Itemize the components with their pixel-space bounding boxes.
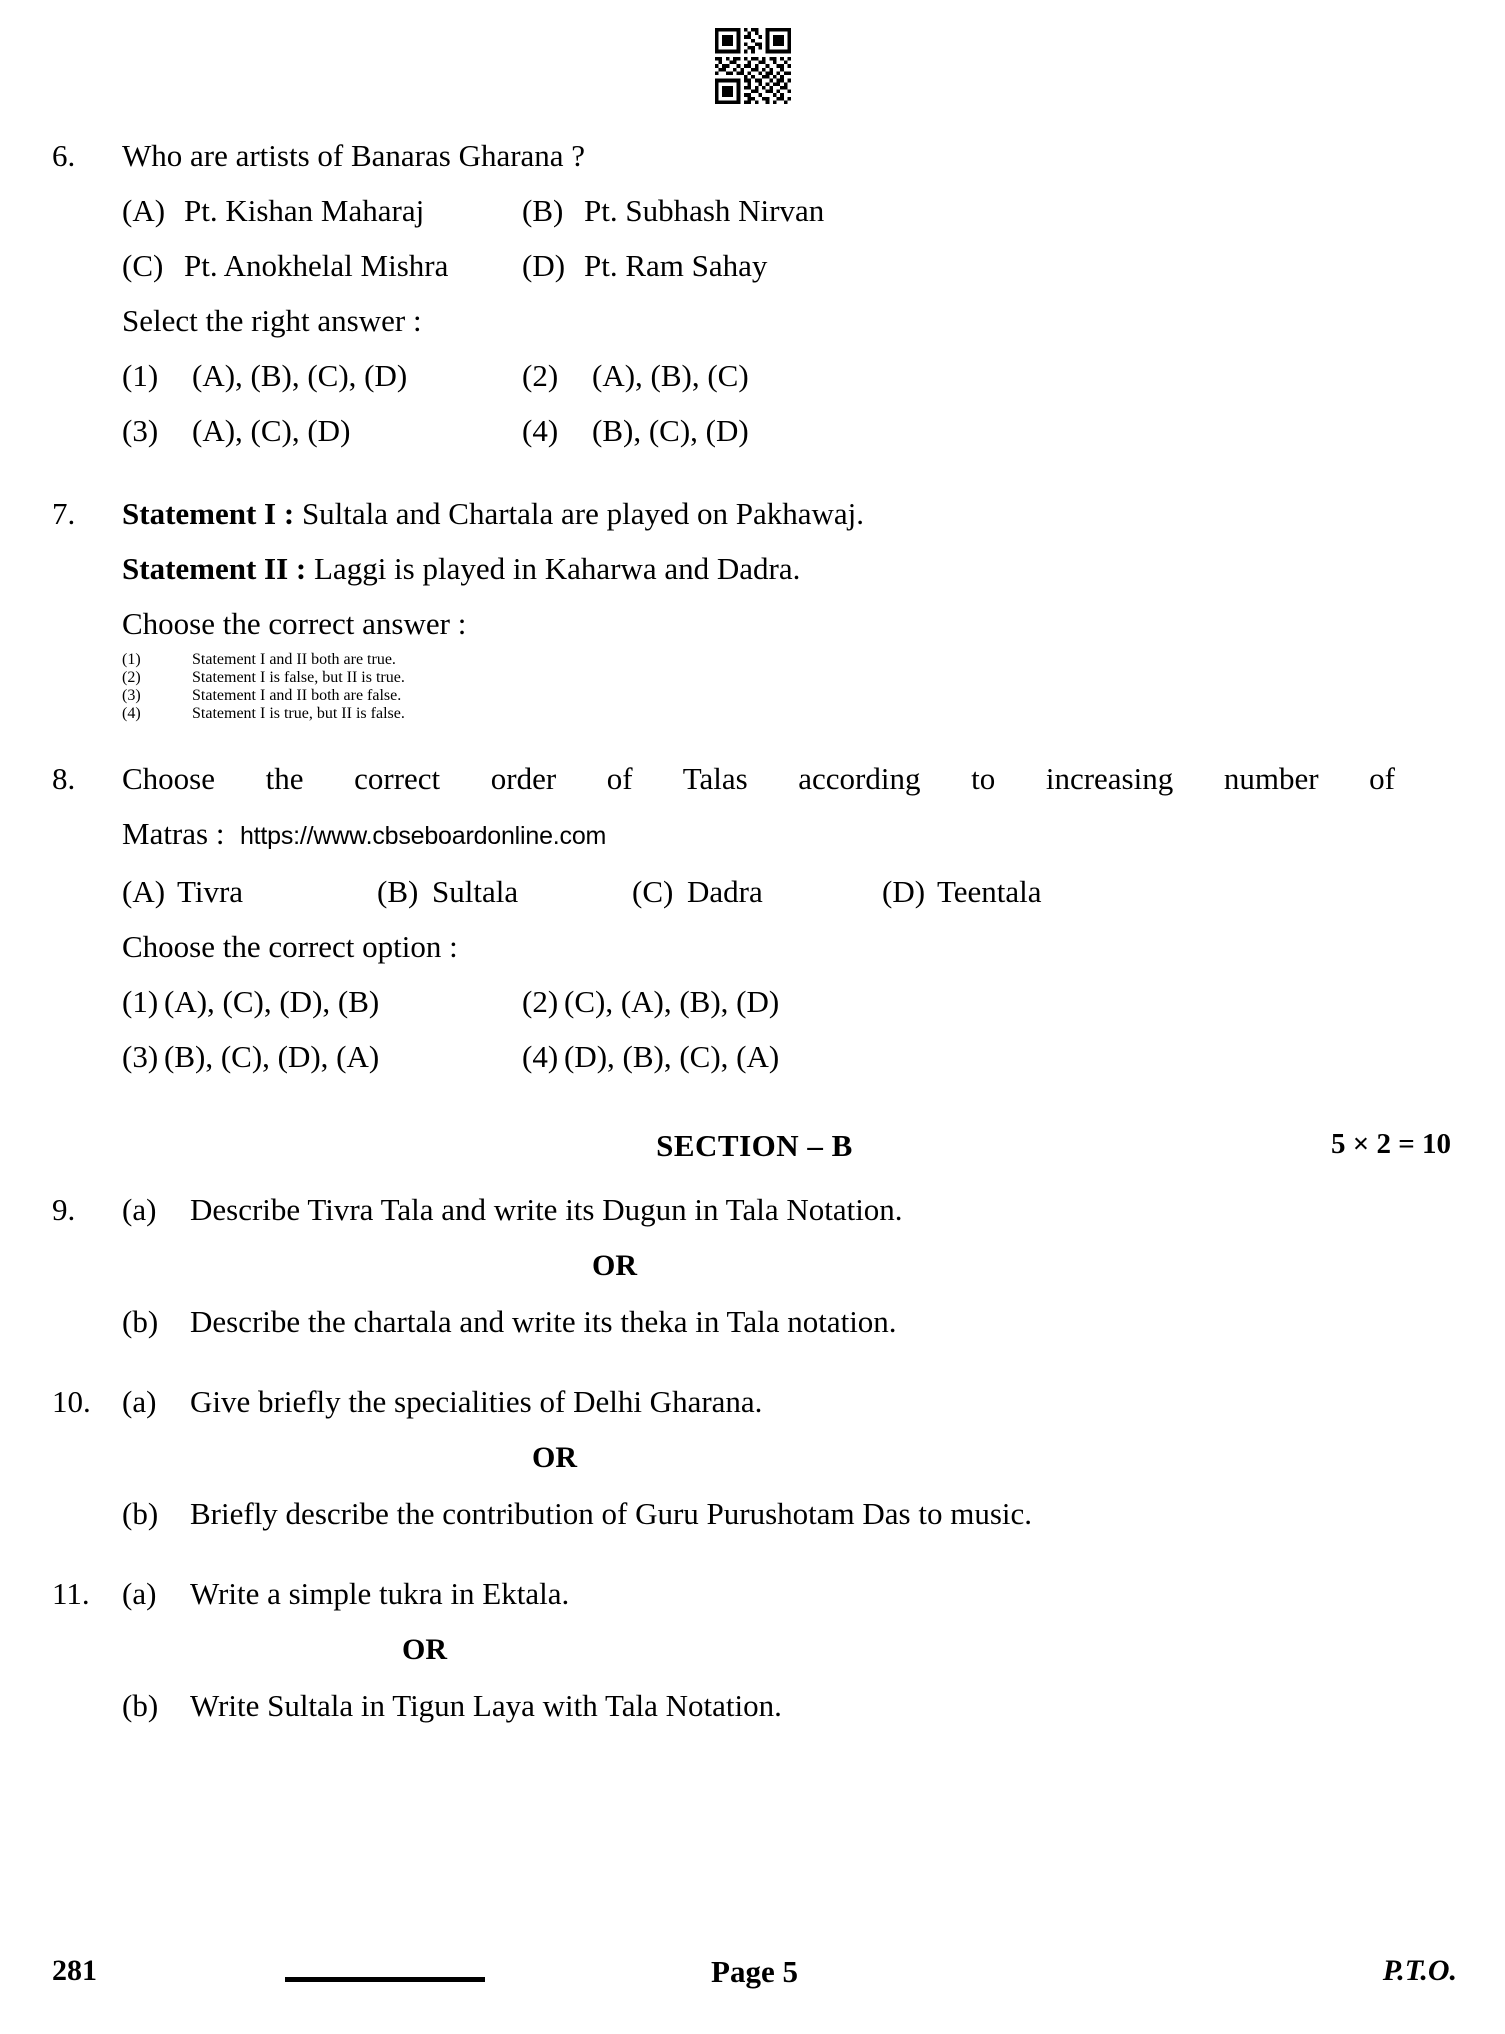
answer-text: (B), (C), (D) <box>592 413 749 448</box>
question-6-options <box>122 183 1457 458</box>
page-content <box>52 128 1457 1734</box>
question-6-option-a[interactable] <box>122 183 522 238</box>
question-8-answer-2[interactable] <box>522 974 1457 1029</box>
option-text: Pt. Kishan Maharaj <box>184 193 425 228</box>
option-tag: (B) <box>522 193 564 228</box>
question-6-option-b[interactable] <box>522 183 1457 238</box>
question-6-option-d[interactable] <box>522 238 1457 293</box>
question-7-statement-1 <box>122 486 1457 541</box>
option-text: Pt. Subhash Nirvan <box>584 193 825 228</box>
question-7 <box>52 486 1457 723</box>
answer-tag: (4) <box>122 705 141 722</box>
option-tag: (A) <box>122 874 166 909</box>
option-text: Teentala <box>937 874 1042 909</box>
question-8-number: 8. <box>52 761 76 796</box>
question-7-statement-2 <box>122 541 1457 596</box>
answer-text: (D), (B), (C), (A) <box>564 1039 780 1074</box>
page-footer <box>52 1954 1457 2000</box>
qr-code-icon <box>715 28 791 104</box>
option-tag: (C) <box>122 248 164 283</box>
question-6-answer-3[interactable] <box>122 403 522 458</box>
paper-code: 281 <box>52 1954 97 1987</box>
question-9-number: 9. <box>52 1192 76 1227</box>
part-tag: (a) <box>122 1192 157 1227</box>
answer-tag: (3) <box>122 1039 159 1074</box>
question-8-answer-row-1 <box>122 974 1457 1029</box>
part-tag: (b) <box>122 1688 159 1723</box>
answer-tag: (2) <box>522 358 559 393</box>
question-6-answer-4[interactable] <box>522 403 1457 458</box>
answer-tag: (1) <box>122 358 159 393</box>
option-text: Tivra <box>177 874 244 909</box>
option-tag: (D) <box>882 874 926 909</box>
question-8-option-c[interactable] <box>632 864 882 919</box>
question-11 <box>52 1566 1457 1734</box>
question-8-option-a[interactable] <box>122 864 377 919</box>
question-6-answer-row-1 <box>122 348 1457 403</box>
question-7-answer-1[interactable] <box>122 651 1457 669</box>
question-6 <box>52 128 1457 458</box>
option-text: Pt. Anokhelal Mishra <box>184 248 449 283</box>
answer-text: Statement I is false, but II is true. <box>192 669 405 686</box>
answer-text: (A), (C), (D) <box>192 413 351 448</box>
option-tag: (C) <box>632 874 674 909</box>
answer-text: (B), (C), (D), (A) <box>164 1039 380 1074</box>
part-tag: (a) <box>122 1576 157 1611</box>
question-7-instruction: Choose the correct answer : <box>122 606 467 641</box>
question-9-part-a-text: Describe Tivra Tala and write its Dugun in Tala Notation. <box>190 1192 903 1227</box>
statement-2-label: Statement II : <box>122 551 307 586</box>
part-tag: (b) <box>122 1304 159 1339</box>
question-8-body <box>122 806 1457 1084</box>
question-10-part-a-text: Give briefly the specialities of Delhi Gharana. <box>190 1384 763 1419</box>
option-text: Pt. Ram Sahay <box>584 248 768 283</box>
question-10-number: 10. <box>52 1384 91 1419</box>
option-tag: (A) <box>122 193 166 228</box>
qr-code-container <box>0 28 1505 104</box>
option-tag: (B) <box>377 874 419 909</box>
answer-text: (A), (C), (D), (B) <box>164 984 380 1019</box>
part-tag: (b) <box>122 1496 159 1531</box>
watermark-url: https://www.cbseboardonline.com <box>239 822 607 850</box>
question-6-stem-row <box>52 128 1457 183</box>
question-8-option-b[interactable] <box>377 864 632 919</box>
question-10-part-a-row <box>52 1374 1457 1430</box>
question-6-answer-2[interactable] <box>522 348 1457 403</box>
question-11-part-b-text: Write Sultala in Tigun Laya with Tala Notation. <box>190 1688 782 1723</box>
question-6-number: 6. <box>52 138 76 173</box>
question-8-matras-label: Matras : <box>122 816 225 851</box>
question-11-part-a-text: Write a simple tukra in Ektala. <box>190 1576 570 1611</box>
question-8-option-row <box>122 864 1457 919</box>
question-9-part-b-row <box>52 1294 1457 1350</box>
question-9-part-b-text: Describe the chartala and write its theka in Tala notation. <box>190 1304 897 1339</box>
section-title: SECTION – B <box>656 1128 853 1163</box>
pto-label: P.T.O. <box>1382 1954 1457 1987</box>
question-11-number: 11. <box>52 1576 90 1611</box>
question-8-stem-line-2 <box>122 806 1457 864</box>
question-7-answer-3[interactable] <box>122 687 1457 705</box>
answer-text: (C), (A), (B), (D) <box>564 984 780 1019</box>
answer-text: (A), (B), (C) <box>592 358 749 393</box>
answer-tag: (3) <box>122 413 159 448</box>
page-number: Page 5 <box>711 1954 798 1989</box>
answer-text: (A), (B), (C), (D) <box>192 358 408 393</box>
question-9 <box>52 1182 1457 1350</box>
part-tag: (a) <box>122 1384 157 1419</box>
question-8-stem-line-1: Choose the correct order of Talas according to increasing number of <box>122 761 1395 796</box>
answer-text: Statement I and II both are true. <box>192 651 396 668</box>
question-8-option-d[interactable] <box>882 864 1457 919</box>
statement-1-text: Sultala and Chartala are played on Pakhawaj. <box>294 496 865 531</box>
answer-tag: (2) <box>122 669 141 686</box>
question-6-answer-row-2 <box>122 403 1457 458</box>
question-7-statement-1-row <box>52 486 1457 541</box>
question-8-answer-4[interactable] <box>522 1029 1457 1084</box>
question-6-answer-1[interactable] <box>122 348 522 403</box>
question-10-part-b-row <box>52 1486 1457 1542</box>
answer-tag: (4) <box>522 413 559 448</box>
section-marks: 5 × 2 = 10 <box>1330 1128 1451 1160</box>
question-6-option-row-2 <box>122 238 1457 293</box>
option-text: Sultala <box>432 874 519 909</box>
answer-text: Statement I and II both are false. <box>192 687 402 704</box>
question-7-answer-2[interactable] <box>122 669 1457 687</box>
question-7-number: 7. <box>52 496 76 531</box>
answer-text: Statement I is true, but II is false. <box>192 705 405 722</box>
question-8-answer-3[interactable] <box>122 1029 522 1084</box>
question-10-part-b-text: Briefly describe the contribution of Guru Purushotam Das to music. <box>190 1496 1033 1531</box>
question-11-or-label: OR <box>402 1633 447 1666</box>
question-9-or-label: OR <box>592 1249 637 1282</box>
section-b-header <box>52 1128 1457 1176</box>
answer-tag: (1) <box>122 984 159 1019</box>
question-8 <box>52 751 1457 1084</box>
question-10-or-label: OR <box>532 1441 577 1474</box>
question-6-option-row-1 <box>122 183 1457 238</box>
statement-2-text: Laggi is played in Kaharwa and Dadra. <box>306 551 801 586</box>
question-8-instruction: Choose the correct option : <box>122 929 458 964</box>
answer-tag: (4) <box>522 1039 559 1074</box>
answer-tag: (1) <box>122 651 141 668</box>
question-6-instruction: Select the right answer : <box>122 303 422 338</box>
answer-tag: (2) <box>522 984 559 1019</box>
question-11-part-a-row <box>52 1566 1457 1622</box>
question-8-answer-1[interactable] <box>122 974 522 1029</box>
option-tag: (D) <box>522 248 566 283</box>
question-6-stem: Who are artists of Banaras Gharana ? <box>122 138 586 173</box>
question-10 <box>52 1374 1457 1542</box>
question-11-part-b-row <box>52 1678 1457 1734</box>
question-8-stem-row <box>52 751 1457 806</box>
statement-1-label: Statement I : <box>122 496 295 531</box>
question-7-answer-4[interactable] <box>122 705 1457 723</box>
question-7-answers <box>122 651 1457 723</box>
question-7-body <box>122 541 1457 723</box>
option-text: Dadra <box>687 874 763 909</box>
question-9-part-a-row <box>52 1182 1457 1238</box>
question-8-answer-row-2 <box>122 1029 1457 1084</box>
answer-tag: (3) <box>122 687 141 704</box>
question-6-option-c[interactable] <box>122 238 522 293</box>
